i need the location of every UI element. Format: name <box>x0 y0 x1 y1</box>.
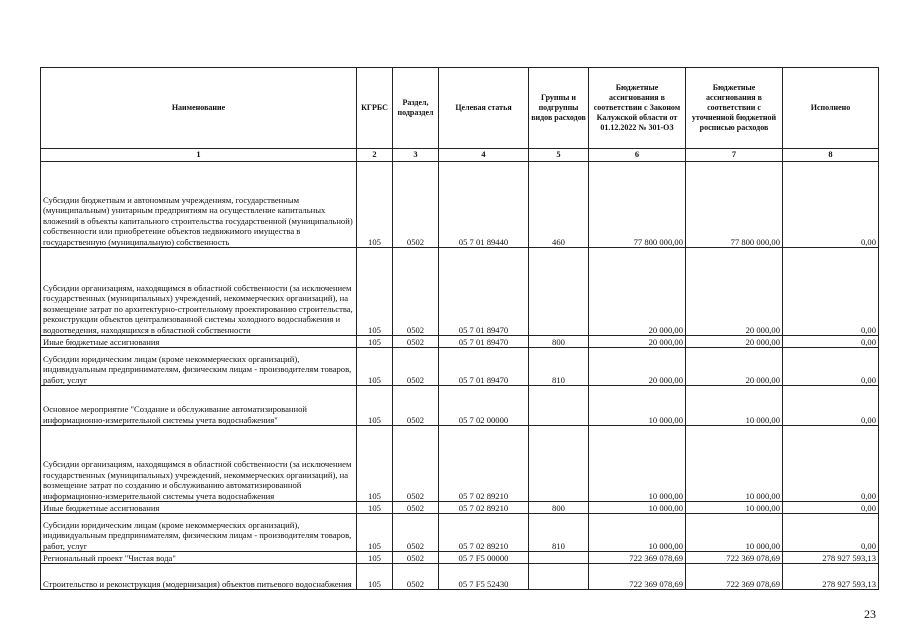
table-row <box>41 552 879 564</box>
row-zakon: 10 000,00 <box>589 426 686 502</box>
row-rospis: 10 000,00 <box>686 386 783 426</box>
header-name: Наименование <box>41 68 357 149</box>
row-name: Субсидии бюджетным и автономным учреждениям, государственным (муниципальным) унитарным предприятиям на осуществление капитальных вложений в объекты капитального строительства государственной (муниципальной) собственности или приобретение объектов недвижимого имущества в государственную (муниципальную) собственность <box>41 162 357 248</box>
column-number: 3 <box>393 149 439 162</box>
row-zakon: 722 369 078,69 <box>589 552 686 564</box>
column-number-row <box>41 149 879 162</box>
row-rospis: 20 000,00 <box>686 348 783 386</box>
row-ispolneno: 0,00 <box>783 386 879 426</box>
row-celevaya: 05 7 01 89470 <box>439 336 529 348</box>
row-razdel: 0502 <box>393 502 439 514</box>
table-row <box>41 564 879 590</box>
row-ispolneno: 278 927 593,13 <box>783 564 879 590</box>
row-vid: 800 <box>529 502 589 514</box>
header-ispolneno: Исполнено <box>783 68 879 149</box>
column-number: 7 <box>686 149 783 162</box>
table-row <box>41 162 879 248</box>
row-razdel: 0502 <box>393 514 439 552</box>
row-vid <box>529 564 589 590</box>
row-razdel: 0502 <box>393 552 439 564</box>
row-vid: 800 <box>529 336 589 348</box>
row-ispolneno: 278 927 593,13 <box>783 552 879 564</box>
row-kgrbs: 105 <box>357 514 393 552</box>
table-row <box>41 348 879 386</box>
header-zakon-assignations: Бюджетные ассигнования в соответствии с Законом Калужской области от 01.12.2022 № 301-ОЗ <box>589 68 686 149</box>
header-celevaya-statya: Целевая статья <box>439 68 529 149</box>
row-kgrbs: 105 <box>357 162 393 248</box>
row-name: Региональный проект "Чистая вода" <box>41 552 357 564</box>
row-celevaya: 05 7 02 89210 <box>439 426 529 502</box>
row-vid: 810 <box>529 514 589 552</box>
budget-table <box>40 67 879 590</box>
column-number: 8 <box>783 149 879 162</box>
row-razdel: 0502 <box>393 564 439 590</box>
row-celevaya: 05 7 02 00000 <box>439 386 529 426</box>
row-zakon: 10 000,00 <box>589 502 686 514</box>
table-row <box>41 502 879 514</box>
row-name: Основное мероприятие "Создание и обслуживание автоматизированной информационно-измерительной системы учета водоснабжения" <box>41 386 357 426</box>
row-zakon: 20 000,00 <box>589 248 686 336</box>
row-celevaya: 05 7 01 89470 <box>439 348 529 386</box>
row-vid <box>529 426 589 502</box>
row-ispolneno: 0,00 <box>783 348 879 386</box>
column-number: 4 <box>439 149 529 162</box>
header-row <box>41 68 879 149</box>
row-rospis: 10 000,00 <box>686 514 783 552</box>
table-row <box>41 426 879 502</box>
row-celevaya: 05 7 F5 00000 <box>439 552 529 564</box>
row-razdel: 0502 <box>393 248 439 336</box>
row-kgrbs: 105 <box>357 552 393 564</box>
row-ispolneno: 0,00 <box>783 162 879 248</box>
column-number: 1 <box>41 149 357 162</box>
row-rospis: 10 000,00 <box>686 502 783 514</box>
row-name: Субсидии организациям, находящимся в областной собственности (за исключением государственных (муниципальных) учреждений, некоммерческих организаций), на возмещение затрат по архитектурно-строительному проектированию строительства, реконструкции объектов централизованной системы холодного водоснабжения и водоотведения, находящихся в областной собственности <box>41 248 357 336</box>
row-razdel: 0502 <box>393 348 439 386</box>
row-zakon: 20 000,00 <box>589 336 686 348</box>
column-number: 2 <box>357 149 393 162</box>
row-kgrbs: 105 <box>357 564 393 590</box>
row-celevaya: 05 7 02 89210 <box>439 502 529 514</box>
header-vid-raskhodov: Группы и подгруппы видов расходов <box>529 68 589 149</box>
row-vid <box>529 552 589 564</box>
row-ispolneno: 0,00 <box>783 426 879 502</box>
row-kgrbs: 105 <box>357 426 393 502</box>
row-razdel: 0502 <box>393 336 439 348</box>
table-row <box>41 386 879 426</box>
row-rospis: 20 000,00 <box>686 248 783 336</box>
row-kgrbs: 105 <box>357 336 393 348</box>
row-zakon: 722 369 078,69 <box>589 564 686 590</box>
row-kgrbs: 105 <box>357 348 393 386</box>
row-zakon: 20 000,00 <box>589 348 686 386</box>
row-zakon: 77 800 000,00 <box>589 162 686 248</box>
row-ispolneno: 0,00 <box>783 514 879 552</box>
row-celevaya: 05 7 01 89440 <box>439 162 529 248</box>
row-razdel: 0502 <box>393 426 439 502</box>
row-celevaya: 05 7 01 89470 <box>439 248 529 336</box>
header-rospis-assignations: Бюджетные ассигнования в соответствии с уточненной бюджетной росписью расходов <box>686 68 783 149</box>
page-number: 23 <box>864 607 876 621</box>
row-vid <box>529 386 589 426</box>
row-vid <box>529 248 589 336</box>
row-rospis: 10 000,00 <box>686 426 783 502</box>
header-kgrbs: КГРБС <box>357 68 393 149</box>
row-ispolneno: 0,00 <box>783 502 879 514</box>
row-razdel: 0502 <box>393 162 439 248</box>
row-rospis: 722 369 078,69 <box>686 564 783 590</box>
row-rospis: 722 369 078,69 <box>686 552 783 564</box>
row-razdel: 0502 <box>393 386 439 426</box>
table-row <box>41 248 879 336</box>
row-kgrbs: 105 <box>357 502 393 514</box>
row-name: Иные бюджетные ассигнования <box>41 502 357 514</box>
row-celevaya: 05 7 F5 52430 <box>439 564 529 590</box>
column-number: 6 <box>589 149 686 162</box>
header-razdel: Раздел, подраздел <box>393 68 439 149</box>
row-rospis: 20 000,00 <box>686 336 783 348</box>
row-name: Субсидии юридическим лицам (кроме некоммерческих организаций), индивидуальным предпринимателям, физическим лицам - производителям товаров, работ, услуг <box>41 514 357 552</box>
column-number: 5 <box>529 149 589 162</box>
table-row <box>41 336 879 348</box>
row-kgrbs: 105 <box>357 386 393 426</box>
row-vid: 460 <box>529 162 589 248</box>
row-kgrbs: 105 <box>357 248 393 336</box>
row-name: Субсидии организациям, находящимся в областной собственности (за исключением государственных (муниципальных) учреждений, некоммерческих организаций), на возмещение затрат по созданию и обслуживанию автоматизированной информационно-измерительной системы учета водоснабжения <box>41 426 357 502</box>
row-vid: 810 <box>529 348 589 386</box>
row-name: Строительство и реконструкция (модернизация) объектов питьевого водоснабжения <box>41 564 357 590</box>
row-ispolneno: 0,00 <box>783 336 879 348</box>
row-ispolneno: 0,00 <box>783 248 879 336</box>
row-rospis: 77 800 000,00 <box>686 162 783 248</box>
row-celevaya: 05 7 02 89210 <box>439 514 529 552</box>
row-zakon: 10 000,00 <box>589 386 686 426</box>
row-name: Субсидии юридическим лицам (кроме некоммерческих организаций), индивидуальным предпринимателям, физическим лицам - производителям товаров, работ, услуг <box>41 348 357 386</box>
row-name: Иные бюджетные ассигнования <box>41 336 357 348</box>
row-zakon: 10 000,00 <box>589 514 686 552</box>
table-row <box>41 514 879 552</box>
